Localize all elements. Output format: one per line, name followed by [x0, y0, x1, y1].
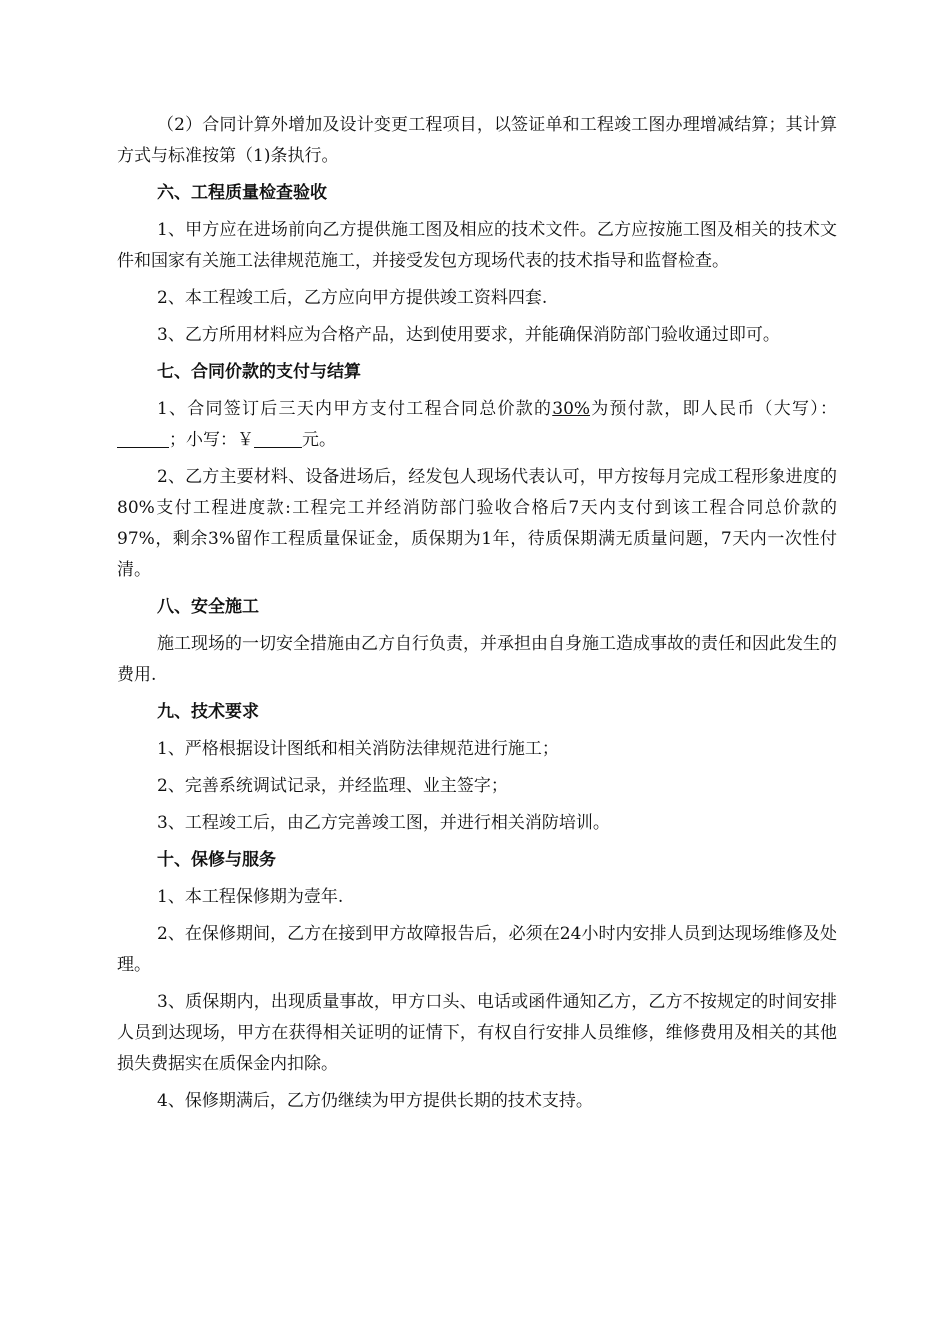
paragraph-quality-1: 1、甲方应在进场前向乙方提供施工图及相应的技术文件。乙方应按施工图及相关的技术文件和国家有关施工法律规范施工，并接受发包方现场代表的技术指导和监督检查。: [117, 220, 837, 271]
paragraph-quality-2: 2、本工程竣工后，乙方应向甲方提供竣工资料四套.: [157, 288, 548, 308]
heading-technical-requirements: 九、技术要求: [157, 702, 259, 722]
heading-warranty-service: 十、保修与服务: [157, 850, 276, 870]
paragraph-warranty-1: 1、本工程保修期为壹年.: [157, 887, 344, 907]
paragraph-warranty-2: 2、在保修期间，乙方在接到甲方故障报告后，必须在24小时内安排人员到达现场维修及处理。: [117, 924, 837, 975]
paragraph-warranty-3: 3、质保期内，出现质量事故，甲方口头、电话或函件通知乙方，乙方不按规定的时间安排人员到达现场，甲方在获得相关证明的证情下，有权自行安排人员维修，维修费用及相关的其他损失费据实在质保金内扣除。: [117, 992, 837, 1074]
payment-1-text-c: ；小写：￥: [169, 430, 254, 450]
paragraph-safety-1: 施工现场的一切安全措施由乙方自行负责，并承担由自身施工造成事故的责任和因此发生的费用.: [117, 634, 837, 685]
heading-quality-inspection: 六、工程质量检查验收: [157, 183, 327, 203]
paragraph-technical-1: 1、严格根据设计图纸和相关消防法律规范进行施工；: [157, 739, 559, 759]
paragraph-payment-2: 2、乙方主要材料、设备进场后，经发包人现场代表认可，甲方按每月完成工程形象进度的80%支付工程进度款:工程完工并经消防部门验收合格后7天内支付到该工程合同总价款的97%，剩余3%留作工程质量保证金，质保期为1年，待质保期满无质量问题，7天内一次性付清。: [117, 467, 837, 580]
payment-1-text-a: 1、合同签订后三天内甲方支付工程合同总价款的: [157, 399, 553, 419]
payment-1-text-b: 为预付款，即人民币（大写）：: [590, 399, 837, 419]
amount-numeric-blank: [254, 429, 302, 448]
paragraph-payment-1: [117, 394, 837, 456]
paragraph-quality-3: 3、乙方所用材料应为合格产品，达到使用要求，并能确保消防部门验收通过即可。: [157, 325, 780, 345]
paragraph-technical-3: 3、工程竣工后，由乙方完善竣工图，并进行相关消防培训。: [157, 813, 610, 833]
heading-safety: 八、安全施工: [157, 597, 259, 617]
amount-uppercase-blank: [117, 429, 169, 448]
prepayment-percentage: 30%: [552, 399, 591, 419]
paragraph-warranty-4: 4、保修期满后，乙方仍继续为甲方提供长期的技术支持。: [157, 1091, 593, 1111]
heading-payment-settlement: 七、合同价款的支付与结算: [157, 362, 361, 382]
document-body: [117, 110, 837, 1123]
payment-1-text-d: 元。: [302, 430, 336, 450]
paragraph-change-settlement: （2）合同计算外增加及设计变更工程项目，以签证单和工程竣工图办理增减结算；其计算方式与标准按第（1)条执行。: [117, 115, 837, 166]
paragraph-technical-2: 2、完善系统调试记录，并经监理、业主签字；: [157, 776, 508, 796]
